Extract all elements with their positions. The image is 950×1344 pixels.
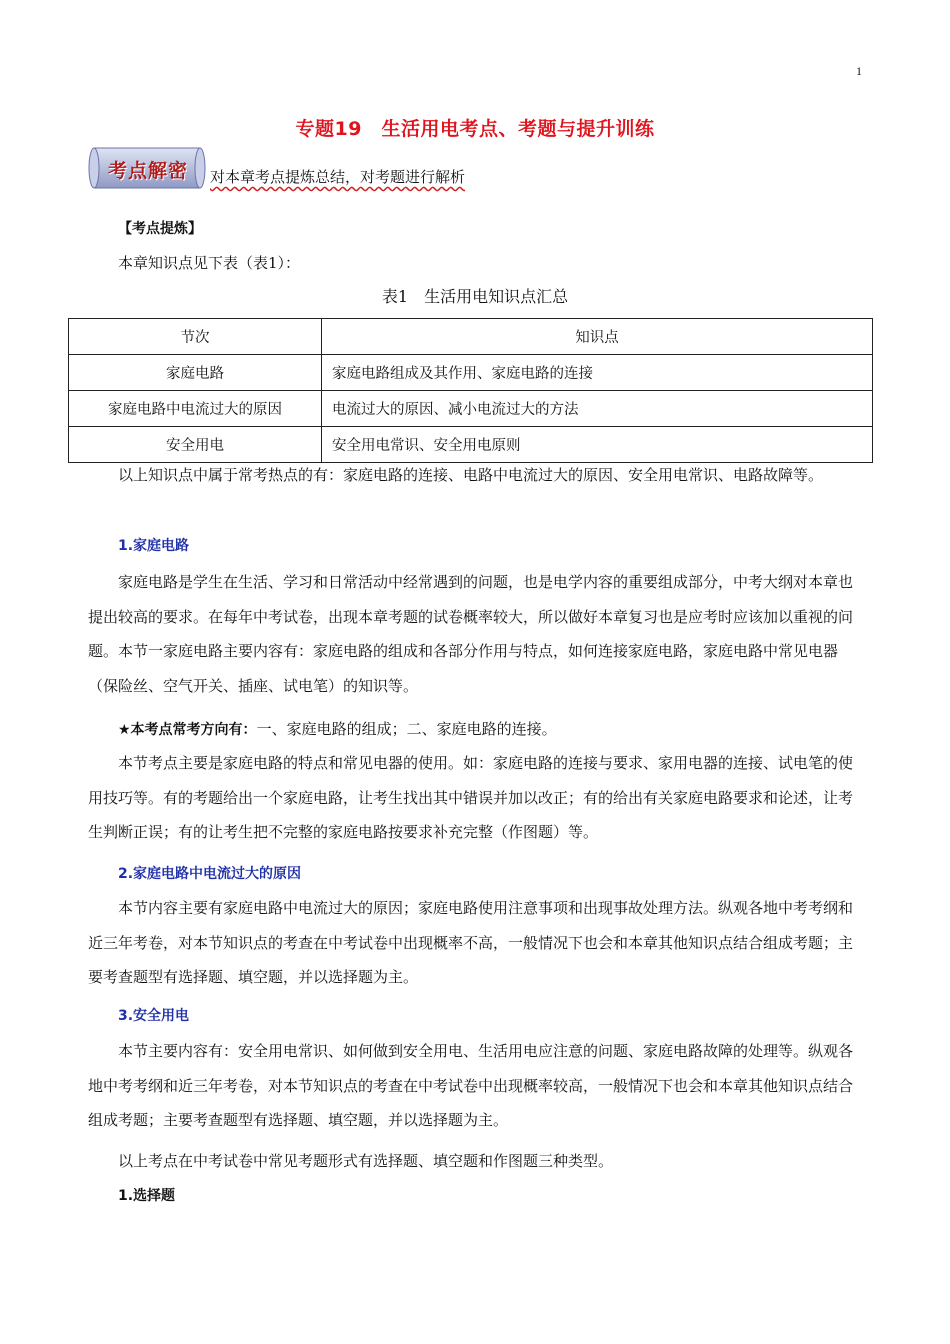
section-2-heading-row: [88, 856, 860, 892]
page-number: 1: [856, 64, 862, 78]
star-line: [88, 712, 860, 748]
section-1-heading-row: [88, 528, 860, 564]
table-row: [69, 355, 873, 391]
section-2-heading: 2.家庭电路中电流过大的原因: [118, 866, 302, 882]
chapter-intro: 对本章考点提炼总结，对考题进行解析: [210, 168, 466, 186]
table-header-row: [69, 319, 873, 355]
table-cell: 安全用电常识、安全用电原则: [322, 427, 873, 463]
section-3-heading-row: [88, 998, 860, 1034]
table-cell: 家庭电路组成及其作用、家庭电路的连接: [322, 355, 873, 391]
knowledge-table: [68, 318, 873, 463]
section-2-paragraph: 本节内容主要有家庭电路中电流过大的原因；家庭电路使用注意事项和出现事故处理方法。纵观各地中考考纲和近三年考卷，对本节知识点的考查在中考试卷中出现概率不高，一般情况下也会和本章其他知识点结合组成考题；主要考查题型有选择题、填空题，并以选择题为主。: [88, 899, 854, 986]
table-cell: 家庭电路中电流过大的原因: [69, 391, 322, 427]
hot-points-paragraph: 以上知识点中属于常考热点的有：家庭电路的连接、电路中电流过大的原因、安全用电常识、电路故障等。: [118, 466, 824, 484]
section-1-heading: 1.家庭电路: [118, 538, 190, 554]
table-cell: 电流过大的原因、减小电流过大的方法: [322, 391, 873, 427]
types-line: 以上考点在中考试卷中常见考题形式有选择题、填空题和作图题三种类型。: [118, 1152, 614, 1170]
kaodian-heading: 【考点提炼】: [118, 221, 202, 237]
section-1-paragraph: 家庭电路是学生在生活、学习和日常活动中经常遇到的问题，也是电学内容的重要组成部分，中考大纲对本章也提出较高的要求。在每年中考试卷，出现本章考题的试卷概率较大，所以做好本章复习也是应考时应该加以重视的问题。本节一家庭电路主要内容有：家庭电路的组成和各部分作用与特点，如何连接家庭电路，家庭电路中常见电器（保险丝、空气开关、插座、试电笔）的知识等。: [88, 573, 854, 695]
header-knowledge: 知识点: [322, 319, 873, 355]
sub-1-heading: 1.选择题: [118, 1188, 176, 1204]
intro-line: 本章知识点见下表（表1）：: [118, 254, 301, 272]
badge-label: 考点解密: [107, 160, 188, 182]
section-3-paragraph: 本节主要内容有：安全用电常识、如何做到安全用电、生活用电应注意的问题、家庭电路故障的处理等。纵观各地中考考纲和近三年考卷，对本节知识点的考查在中考试卷中出现概率较高，一般情况下也会和本章其他知识点结合组成考题；主要考查题型有选择题、填空题，并以选择题为主。: [88, 1042, 854, 1129]
table-row: [69, 391, 873, 427]
section-3-heading: 3.安全用电: [118, 1008, 190, 1024]
section-1-paragraph-2: 本节考点主要是家庭电路的特点和常见电器的使用。如：家庭电路的连接与要求、家用电器的连接、试电笔的使用技巧等。有的考题给出一个家庭电路，让考生找出其中错误并加以改正；有的给出有关家庭电路要求和论述，让考生判断正误；有的让考生把不完整的家庭电路按要求补充完整（作图题）等。: [88, 754, 854, 841]
star-lead: ★本考点常考方向有：: [118, 722, 257, 738]
table-cell: 安全用电: [69, 427, 322, 463]
table-cell: 家庭电路: [69, 355, 322, 391]
star-rest: 一、家庭电路的组成；二、家庭电路的连接。: [256, 720, 557, 738]
header-section: 节次: [69, 319, 322, 355]
section-badge: [86, 142, 208, 194]
sub-1-heading-row: [88, 1178, 860, 1214]
page-title: 专题19 生活用电考点、考题与提升训练: [295, 118, 655, 140]
section-heading: [88, 211, 860, 247]
table-caption: 表1 生活用电知识点汇总: [381, 287, 569, 306]
